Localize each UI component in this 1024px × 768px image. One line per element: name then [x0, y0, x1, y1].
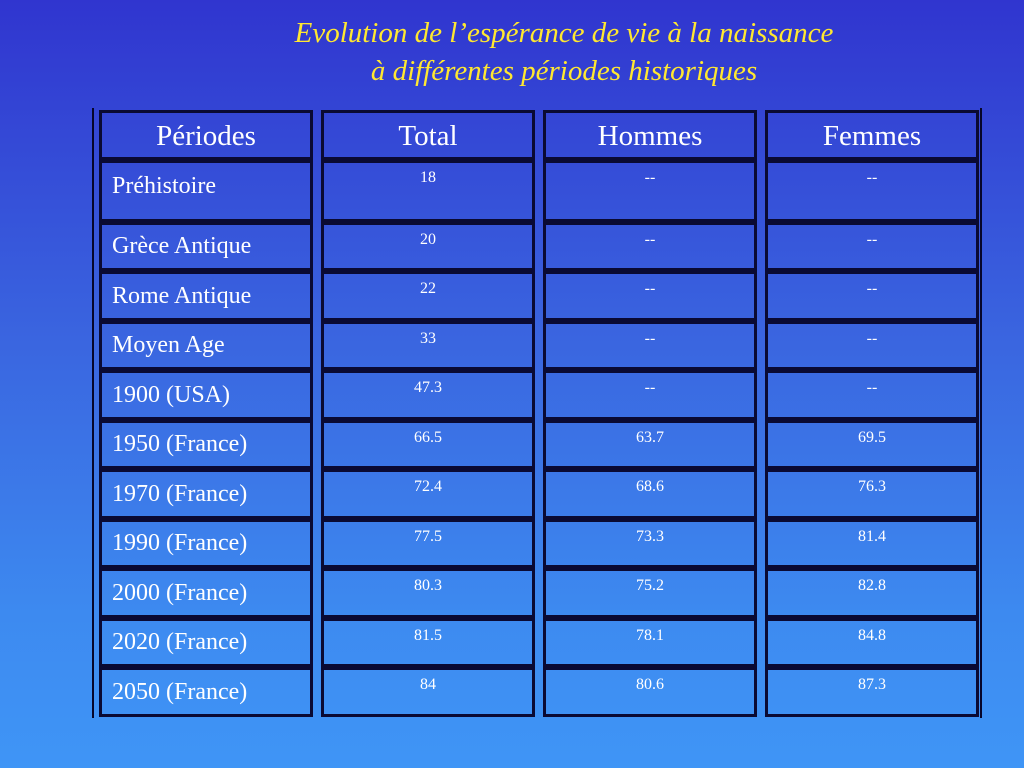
cell-femmes: 87.3	[765, 667, 979, 717]
cell-periodes: 2020 (France)	[99, 618, 313, 667]
cell-total: 47.3	[321, 370, 535, 420]
cell-femmes: --	[765, 160, 979, 222]
cell-hommes: --	[543, 321, 757, 370]
cell-hommes: 73.3	[543, 519, 757, 568]
cell-hommes: 63.7	[543, 420, 757, 469]
cell-hommes: 68.6	[543, 469, 757, 519]
cell-periodes: 1990 (France)	[99, 519, 313, 568]
cell-periodes: 2000 (France)	[99, 568, 313, 618]
cell-periodes: 2050 (France)	[99, 667, 313, 717]
cell-periodes: 1970 (France)	[99, 469, 313, 519]
header-hommes: Hommes	[543, 110, 757, 160]
cell-femmes: 76.3	[765, 469, 979, 519]
cell-periodes: Moyen Age	[99, 321, 313, 370]
title-line-1: Evolution de l’espérance de vie à la naissance	[294, 17, 834, 49]
cell-periodes: 1950 (France)	[99, 420, 313, 469]
slide-title	[0, 14, 1024, 90]
cell-total: 20	[321, 222, 535, 271]
cell-hommes: 80.6	[543, 667, 757, 717]
header-periodes: Périodes	[99, 110, 313, 160]
cell-hommes: --	[543, 370, 757, 420]
header-total: Total	[321, 110, 535, 160]
cell-hommes: --	[543, 271, 757, 321]
cell-total: 80.3	[321, 568, 535, 618]
cell-femmes: --	[765, 222, 979, 271]
cell-periodes: Grèce Antique	[99, 222, 313, 271]
cell-hommes: 78.1	[543, 618, 757, 667]
cell-periodes: Rome Antique	[99, 271, 313, 321]
life-expectancy-table	[92, 108, 982, 718]
title-line-2: à différentes périodes historiques	[370, 55, 758, 87]
cell-total: 77.5	[321, 519, 535, 568]
cell-hommes: 75.2	[543, 568, 757, 618]
cell-total: 84	[321, 667, 535, 717]
cell-femmes: 69.5	[765, 420, 979, 469]
cell-femmes: --	[765, 271, 979, 321]
cell-femmes: --	[765, 321, 979, 370]
cell-total: 72.4	[321, 469, 535, 519]
cell-total: 22	[321, 271, 535, 321]
cell-total: 33	[321, 321, 535, 370]
cell-hommes: --	[543, 160, 757, 222]
header-femmes: Femmes	[765, 110, 979, 160]
cell-femmes: 82.8	[765, 568, 979, 618]
cell-total: 66.5	[321, 420, 535, 469]
cell-periodes: Préhistoire	[99, 160, 313, 222]
cell-periodes: 1900 (USA)	[99, 370, 313, 420]
cell-femmes: 81.4	[765, 519, 979, 568]
cell-femmes: 84.8	[765, 618, 979, 667]
cell-femmes: --	[765, 370, 979, 420]
cell-total: 81.5	[321, 618, 535, 667]
cell-hommes: --	[543, 222, 757, 271]
cell-total: 18	[321, 160, 535, 222]
